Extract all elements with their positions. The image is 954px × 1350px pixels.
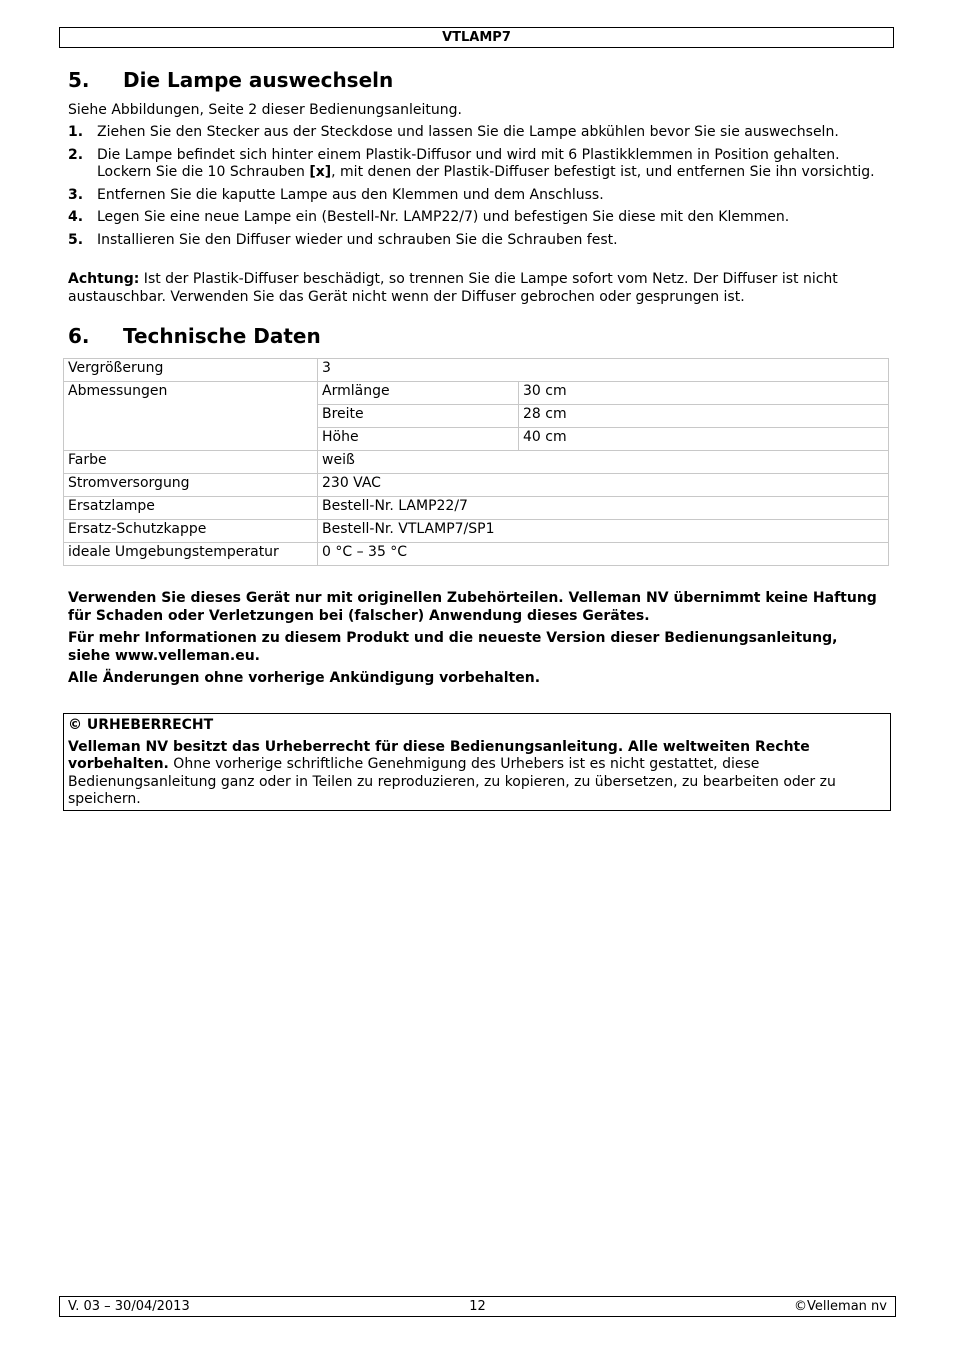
- table-row: [64, 520, 889, 543]
- section-5-title: [68, 68, 393, 92]
- spec-label: Vergrößerung: [64, 359, 318, 382]
- replacement-steps: [68, 124, 878, 254]
- step-item: [68, 209, 878, 227]
- copyright-heading: © URHEBERRECHT: [68, 717, 214, 733]
- step-number: 2.: [68, 146, 84, 163]
- more-info-note: Für mehr Informationen zu diesem Produkt und die neueste Version dieser Bedienungsanleitung, siehe www.velleman.eu.: [68, 630, 838, 664]
- warning-note: [68, 270, 878, 306]
- footer-page-number: 12: [469, 1299, 486, 1314]
- step-text: Legen Sie eine neue Lampe ein (Bestell-Nr. LAMP22/7) und befestigen Sie diese mit den Klemmen.: [97, 209, 790, 225]
- table-row: [64, 543, 889, 566]
- step-item: [68, 187, 878, 205]
- spec-value: Bestell-Nr. VTLAMP7/SP1: [318, 520, 889, 543]
- step-number: 5.: [68, 231, 84, 248]
- step-item: [68, 232, 878, 250]
- step-text: Die Lampe befindet sich hinter einem Plastik-Diffusor und wird mit 6 Plastikklemmen in Position gehalten. Lockern Sie die 10 Schrauben: [97, 146, 840, 180]
- table-row: [64, 474, 889, 497]
- step-item: [68, 124, 878, 142]
- spec-value: 28 cm: [519, 405, 889, 428]
- section-6-number: 6.: [68, 324, 90, 348]
- header-title: VTLAMP7: [442, 30, 511, 45]
- step-text: Entfernen Sie die kaputte Lampe aus den Klemmen und dem Anschluss.: [97, 186, 604, 203]
- table-row: [64, 382, 889, 405]
- spec-value: weiß: [318, 451, 889, 474]
- spec-sublabel: Breite: [318, 405, 519, 428]
- section-5-intro: Siehe Abbildungen, Seite 2 dieser Bedienungsanleitung.: [68, 102, 462, 118]
- step-number: 1.: [68, 124, 84, 140]
- spec-value: Bestell-Nr. LAMP22/7: [318, 497, 889, 520]
- spec-value: 30 cm: [519, 382, 889, 405]
- section-5-number: 5.: [68, 68, 90, 92]
- spec-value: 3: [318, 359, 889, 382]
- spec-sublabel: Höhe: [318, 428, 519, 451]
- changes-note: Alle Änderungen ohne vorherige Ankündigung vorbehalten.: [68, 670, 541, 686]
- footer-company: ©Velleman nv: [793, 1299, 887, 1314]
- table-row: [64, 359, 889, 382]
- section-6-title: [68, 324, 321, 348]
- page-header: [59, 27, 894, 48]
- spec-label: ideale Umgebungstemperatur: [64, 543, 318, 566]
- footer-version: V. 03 – 30/04/2013: [68, 1299, 190, 1314]
- copyright-text: Ohne vorherige schriftliche Genehmigung des Urhebers ist es nicht gestattet, diese Bedienungsanleitung ganz oder in Teilen zu reproduzieren, zu kopieren, zu übersetzen, zu bearbeiten oder zu speichern.: [68, 756, 836, 807]
- step-item: [68, 147, 878, 182]
- spec-label: Ersatzlampe: [64, 497, 318, 520]
- copyright-bold-text: Velleman NV besitzt das Urheberrecht für diese Bedienungsanleitung. Alle weltweiten Rechte vorbehalten.: [68, 738, 810, 772]
- spec-label: Stromversorgung: [64, 474, 318, 497]
- section-5-heading: Die Lampe auswechseln: [123, 68, 394, 92]
- spec-value: 230 VAC: [318, 474, 889, 497]
- spec-label: Abmessungen: [64, 382, 318, 451]
- accessories-note: Verwenden Sie dieses Gerät nur mit originellen Zubehörteilen. Velleman NV übernimmt keine Haftung für Schaden oder Verletzungen bei (falscher) Anwendung dieses Gerätes.: [68, 590, 877, 624]
- spec-table: [63, 358, 889, 566]
- step-number: 4.: [68, 209, 84, 225]
- spec-label: Farbe: [64, 451, 318, 474]
- table-row: [64, 451, 889, 474]
- warning-text: Ist der Plastik-Diffuser beschädigt, so trennen Sie die Lampe sofort vom Netz. Der Diffuser ist nicht austauschbar. Verwenden Sie das Gerät nicht wenn der Diffuser gebrochen oder gesprungen ist.: [68, 271, 838, 305]
- copyright-body: [68, 739, 886, 809]
- warning-label: Achtung:: [68, 271, 140, 287]
- step-text: Ziehen Sie den Stecker aus der Steckdose und lassen Sie die Lampe abkühlen bevor Sie sie auswechseln.: [97, 124, 839, 140]
- page-footer: [59, 1296, 896, 1317]
- table-row: [64, 497, 889, 520]
- step-text-ref: [x]: [309, 164, 332, 180]
- step-text: , mit denen der Plastik-Diffuser befestigt ist, und entfernen Sie ihn vorsichtig.: [331, 164, 875, 180]
- section-6-heading: Technische Daten: [123, 324, 321, 348]
- step-number: 3.: [68, 186, 84, 203]
- spec-sublabel: Armlänge: [318, 382, 519, 405]
- copyright-box: [63, 713, 891, 811]
- spec-label: Ersatz-Schutzkappe: [64, 520, 318, 543]
- spec-value: 0 °C – 35 °C: [318, 543, 889, 566]
- step-text: Installieren Sie den Diffuser wieder und schrauben Sie die Schrauben fest.: [97, 231, 618, 248]
- spec-value: 40 cm: [519, 428, 889, 451]
